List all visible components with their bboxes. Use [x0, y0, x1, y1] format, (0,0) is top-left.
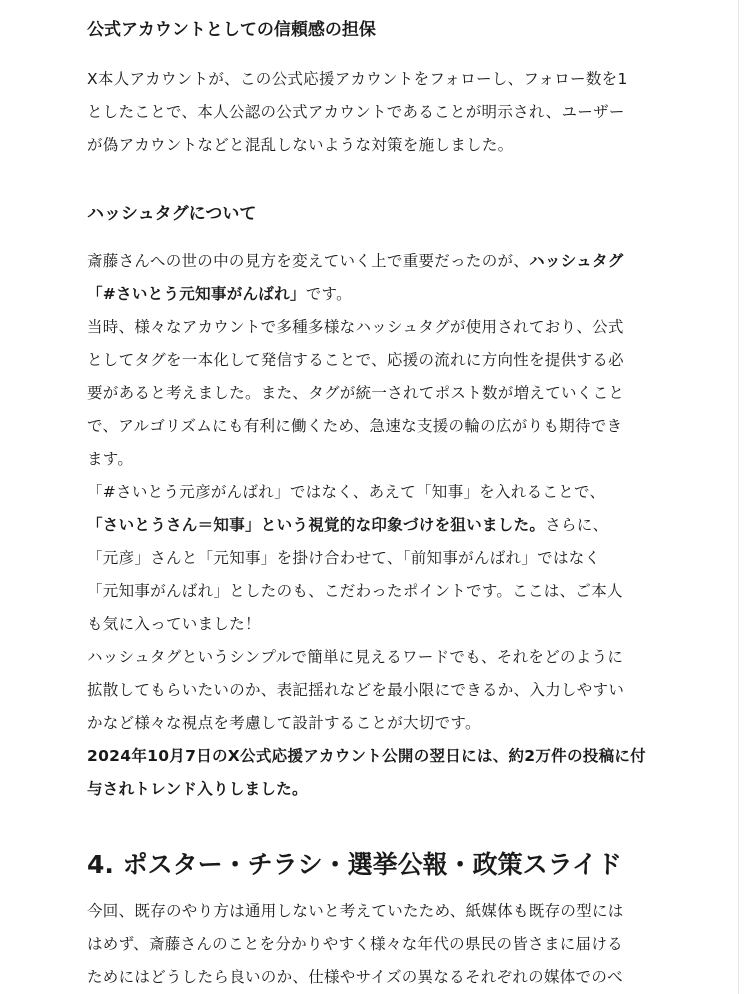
section-heading: 4. ポスター・チラシ・選挙公報・政策スライド — [87, 850, 622, 879]
text-line — [87, 278, 657, 311]
text: としてタグを一本化して発信することで、応援の流れに方向性を提供する必 — [87, 351, 624, 369]
text-line — [87, 707, 657, 740]
text-line — [87, 895, 657, 928]
text: ハッシュタグというシンプルで簡単に見えるワードでも、それをどのように — [87, 648, 624, 666]
text: 「#さいとう元彦がんばれ」ではなく、あえて「知事」を入れることで、 — [87, 483, 606, 501]
text-line — [87, 608, 657, 641]
text: 「元知事がんばれ」としたのも、こだわったポイントです。ここは、ご本人 — [87, 582, 623, 600]
text-line — [87, 245, 657, 278]
subsection-heading: ハッシュタグについて — [87, 204, 257, 224]
text: 当時、様々なアカウントで多種多様なハッシュタグが使用されており、公式 — [87, 318, 624, 336]
text-line — [87, 344, 657, 377]
subsection-heading: 公式アカウントとしての信頼感の担保 — [87, 20, 376, 40]
text: で、アルゴリズムにも有利に働くため、急速な支援の輪の広がりも期待でき — [87, 417, 623, 435]
text-line — [87, 509, 657, 542]
paragraph — [87, 895, 657, 994]
text: ためにはどうしたら良いのか、仕様やサイズの異なるそれぞれの媒体でのべ — [87, 968, 623, 986]
text-line — [87, 674, 657, 707]
text: かなど様々な視点を考慮して設計することが大切です。 — [87, 714, 481, 732]
text-line — [87, 443, 657, 476]
text: が偽アカウントなどと混乱しないような対策を施しました。 — [87, 136, 514, 154]
text-line — [87, 63, 657, 96]
bold-text: 「さいとうさん＝知事」という視覚的な印象づけを狙いました。 — [87, 516, 546, 534]
text-line — [87, 773, 657, 806]
text: 「元彦」さんと「元知事」を掛け合わせて、「前知事がんばれ」ではなく — [87, 549, 601, 567]
text: 要があると考えました。また、タグが統一されてポスト数が増えていくこと — [87, 384, 625, 402]
bold-text: 「#さいとう元知事がんばれ」 — [87, 285, 306, 303]
text-line — [87, 377, 657, 410]
text: も気に入っていました！ — [87, 615, 261, 633]
text: X本人アカウントが、この公式応援アカウントをフォローし、フォロー数を1 — [87, 70, 628, 88]
text-line — [87, 961, 657, 994]
paragraph — [87, 245, 657, 806]
text-line — [87, 476, 657, 509]
text-line — [87, 311, 657, 344]
text: さらに、 — [545, 516, 609, 534]
text-line — [87, 542, 657, 575]
paragraph — [87, 63, 657, 162]
bold-text: 2024年10月7日のX公式応援アカウント公開の翌日には、約2万件の投稿に付 — [87, 747, 646, 765]
text-line — [87, 928, 657, 961]
bold-text: 与されトレンド入りしました。 — [87, 780, 308, 798]
text-line — [87, 410, 657, 443]
text: 斎藤さんへの世の中の見方を変えていく上で重要だったのが、 — [87, 252, 530, 270]
article-body — [87, 0, 657, 994]
text: 今回、既存のやり方は通用しないと考えていたため、紙媒体も既存の型には — [87, 902, 624, 920]
text: 拡散してもらいたいのか、表記揺れなどを最小限にできるか、入力しやすい — [87, 681, 625, 699]
text-line — [87, 129, 657, 162]
text: です。 — [305, 285, 352, 303]
text-line — [87, 641, 657, 674]
text: はめず、斎藤さんのことを分かりやすく様々な年代の県民の皆さまに届ける — [87, 935, 623, 953]
text: としたことで、本人公認の公式アカウントであることが明示され、ユーザー — [87, 103, 625, 121]
text-line — [87, 575, 657, 608]
bold-text: ハッシュタグ — [529, 252, 624, 270]
text: ます。 — [87, 450, 134, 468]
text-line — [87, 740, 657, 773]
text-line — [87, 96, 657, 129]
